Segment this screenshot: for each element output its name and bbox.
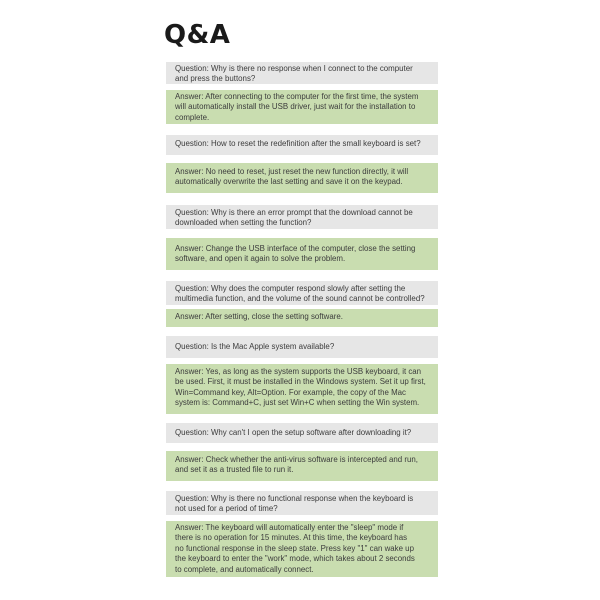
page-title: Q&A (164, 20, 231, 50)
answer-text: and set it as a trusted file to run it. (175, 465, 294, 475)
answer-text: Answer: Change the USB interface of the computer, close the setting (175, 244, 416, 253)
answer-text: to complete, and automatically connect. (175, 564, 314, 574)
question-box (166, 491, 438, 515)
question-box (166, 205, 438, 229)
answer-text: software, and open it again to solve the problem. (175, 254, 346, 264)
question-text: Question: Why does the computer respond slowly after setting the (175, 284, 406, 293)
answer-text: Answer: After setting, close the setting software. (175, 312, 343, 321)
answer-text: Answer: The keyboard will automatically enter the "sleep" mode if (175, 523, 404, 532)
answer-text: the keyboard to enter the "work" mode, which takes about 2 seconds (175, 554, 415, 564)
answer-text: system is: Command+C, just set Win+C when setting the Win system. (175, 398, 420, 408)
question-text: Question: Is the Mac Apple system available? (175, 342, 335, 351)
question-text: and press the buttons? (175, 74, 256, 84)
question-box (166, 135, 438, 155)
answer-box (166, 451, 438, 481)
answer-text: will automatically install the USB driver, just wait for the installation to (175, 102, 416, 112)
question-text: Question: How to reset the redefinition after the small keyboard is set? (175, 139, 421, 148)
question-box (166, 281, 438, 305)
question-text: Question: Why is there an error prompt that the download cannot be (175, 208, 413, 217)
answer-text: Answer: Yes, as long as the system supports the USB keyboard, it can (175, 367, 422, 376)
answer-box (166, 521, 438, 577)
question-text: downloaded when setting the function? (175, 218, 312, 228)
question-text: Question: Why is there no response when I connect to the computer (175, 64, 413, 73)
question-box (166, 62, 438, 84)
answer-text: Answer: No need to reset, just reset the new function directly, it will (175, 167, 409, 176)
question-text: Question: Why can't I open the setup software after downloading it? (175, 428, 412, 437)
answer-box (166, 163, 438, 193)
question-box (166, 336, 438, 358)
question-box (166, 423, 438, 443)
answer-box (166, 364, 438, 414)
answer-text: be used. First, it must be installed in the Windows system. Set it up first, (175, 377, 426, 387)
question-text: multimedia function, and the volume of the sound cannot be controlled? (175, 294, 425, 304)
answer-text: complete. (175, 112, 210, 122)
answer-box (166, 90, 438, 124)
answer-text: Answer: Check whether the anti-virus software is intercepted and run, (175, 455, 418, 464)
answer-box (166, 309, 438, 327)
answer-text: no functional response in the sleep state. Press key "1" can wake up (175, 543, 414, 553)
answer-text: automatically overwrite the last setting and save it on the keypad. (175, 177, 403, 187)
answer-text: there is no operation for 15 minutes. At this time, the keyboard has (175, 533, 408, 543)
answer-text: Answer: After connecting to the computer for the first time, the system (175, 92, 419, 101)
question-text: not used for a period of time? (175, 504, 278, 514)
question-text: Question: Why is there no functional response when the keyboard is (175, 494, 414, 503)
answer-box (166, 238, 438, 270)
answer-text: Win=Command key, Alt=Option. For example, the copy of the Mac (175, 387, 406, 397)
